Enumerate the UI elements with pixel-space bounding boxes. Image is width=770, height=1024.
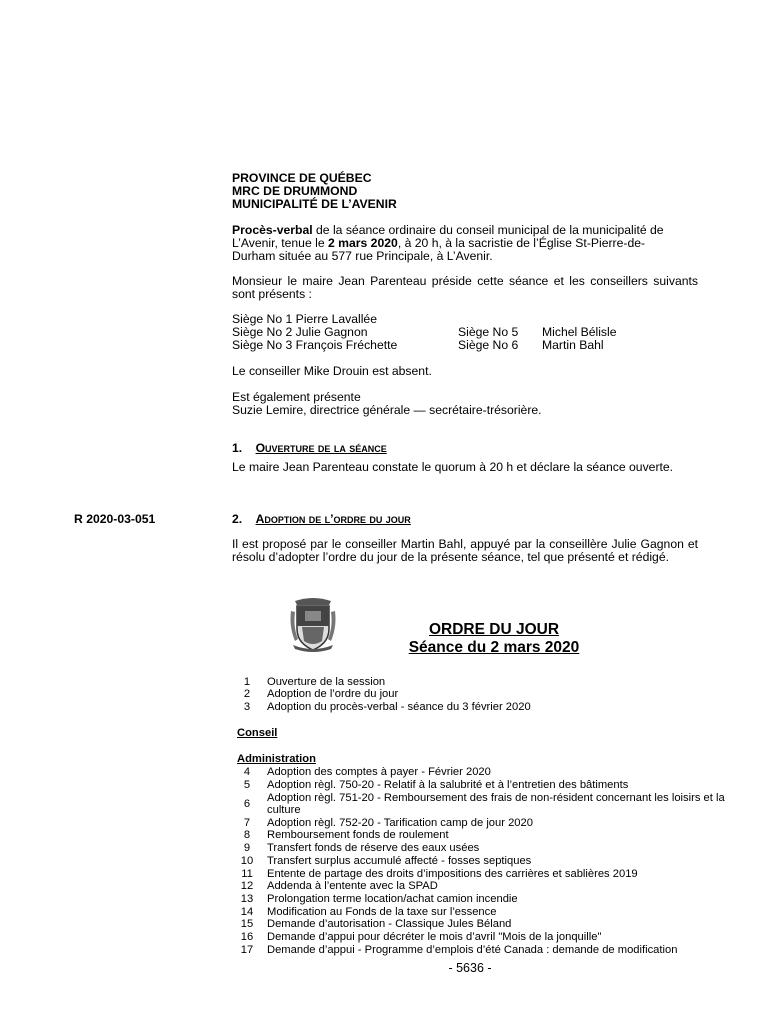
section-2-title: Adoption de l’ordre du jour (255, 512, 411, 526)
seat-3: Siège No 3 François Fréchette (232, 338, 398, 352)
pv-date: 2 mars 2020 (328, 236, 398, 250)
agenda-item-text: Adoption des comptes à payer - Février 2020 (267, 766, 491, 778)
agenda-item-number: 8 (243, 829, 251, 841)
pv-bold-label: Procès-verbal (232, 223, 313, 237)
agenda-section-conseil: Conseil (237, 727, 278, 739)
agenda-item-text: Demande d’autorisation - Classique Jules Béland (267, 918, 512, 930)
pv-text-1: de la séance ordinaire du conseil municipal de la municipalité de L’Avenir, tenue le (232, 223, 664, 250)
seats-block (232, 313, 712, 353)
agenda-section-administration: Administration (237, 753, 316, 765)
agenda-item-text: Demande d’appui pour décréter le mois d’avril "Mois de la jonquille" (267, 931, 602, 943)
agenda-title: ORDRE DU JOUR (428, 621, 560, 638)
agenda-item-text: Adoption règl. 752-20 - Tarification camp de jour 2020 (267, 817, 533, 829)
agenda-item-text: Adoption de l’ordre du jour (267, 688, 399, 700)
agenda-item-number: 15 (240, 918, 254, 930)
municipal-coat-of-arms-logo (287, 597, 339, 653)
agenda-item-text: Modification au Fonds de la taxe sur l’essence (267, 906, 497, 918)
also-present-block (232, 391, 542, 417)
also-present-line-1: Est également présente (232, 390, 361, 404)
seat-5-name: Michel Bélisle (542, 325, 617, 339)
section-1-text: Le maire Jean Parenteau constate le quorum à 20 h et déclare la séance ouverte. (232, 460, 674, 474)
seat-1: Siège No 1 Pierre Lavallée (232, 312, 377, 326)
presides-paragraph: Monsieur le maire Jean Parenteau préside cette séance et les conseillers suivants sont présents : (232, 274, 698, 301)
pv-paragraph (232, 224, 672, 263)
agenda-item-text: Demande d’appui - Programme d’emplois d’été Canada : demande de modification (267, 944, 678, 956)
seat-2: Siège No 2 Julie Gagnon (232, 325, 368, 339)
agenda-item-number: 17 (240, 944, 254, 956)
agenda-item-number: 7 (243, 817, 251, 829)
agenda-item-number: 4 (243, 766, 251, 778)
agenda-item-number: 1 (243, 676, 251, 688)
agenda-item-number: 9 (243, 842, 251, 854)
agenda-item-text: Addenda à l’entente avec la SPAD (267, 880, 438, 892)
agenda-item-number: 14 (240, 906, 254, 918)
agenda-item-text: Prolongation terme location/achat camion incendie (267, 893, 518, 905)
agenda-item-number: 5 (243, 779, 251, 791)
agenda-item-text: Adoption règl. 751-20 - Remboursement des frais de non-résident concernant les loisirs et la culture (267, 792, 725, 816)
agenda-title-block (384, 621, 604, 657)
agenda-item-number: 11 (241, 868, 253, 880)
agenda-item-number: 10 (240, 855, 254, 867)
section-2-text: Il est proposé par le conseiller Martin Bahl, appuyé par la conseillère Julie Gagnon et résolu d’adopter l’ordre du jour de la présente séance, tel que présenté et rédigé. (232, 537, 698, 564)
page-number: - 5636 - (448, 961, 492, 975)
header-mrc: MRC DE DRUMMOND (232, 184, 358, 198)
also-present-line-2: Suzie Lemire, directrice générale — secrétaire-trésorière. (232, 403, 542, 417)
section-2-heading (232, 513, 411, 526)
resolution-number: R 2020-03-051 (74, 512, 156, 526)
seat-6-label: Siège No 6 (458, 338, 519, 352)
agenda-item (237, 792, 737, 818)
section-1-title: Ouverture de la séance (255, 441, 387, 455)
section-1-heading (232, 442, 387, 455)
agenda-item-number: 6 (243, 798, 251, 810)
pv-text-2: , à 20 h, à la sacristie de l’Église St-Pierre-de-Durham située au 577 rue Principale, à L’Avenir. (232, 236, 646, 263)
section-1-number: 1. (232, 441, 243, 455)
agenda-item-text: Adoption du procès-verbal - séance du 3 février 2020 (267, 701, 531, 713)
header-province: PROVINCE DE QUÉBEC (232, 171, 372, 185)
agenda-item-number: 3 (243, 701, 251, 713)
agenda-item-number: 16 (240, 931, 254, 943)
agenda-item-number: 2 (243, 688, 251, 700)
header-municipality: MUNICIPALITÉ DE L’AVENIR (232, 197, 397, 211)
section-2-number: 2. (232, 512, 243, 526)
agenda-item-text: Ouverture de la session (267, 676, 386, 688)
seat-5-label: Siège No 5 (458, 325, 519, 339)
agenda-item-number: 13 (240, 893, 254, 905)
agenda-item-text: Transfert fonds de réserve des eaux usées (267, 842, 480, 854)
agenda-item-number: 12 (240, 880, 254, 892)
absent-line: Le conseiller Mike Drouin est absent. (232, 364, 432, 378)
agenda-item-text: Entente de partage des droits d’impositions des carrières et sablières 2019 (267, 868, 638, 880)
header-block (232, 172, 397, 211)
seat-6-name: Martin Bahl (542, 338, 604, 352)
agenda-item-text: Adoption règl. 750-20 - Relatif à la salubrité et à l’entretien des bâtiments (267, 779, 629, 791)
agenda-subtitle: Séance du 2 mars 2020 (408, 639, 580, 656)
agenda-item-text: Transfert surplus accumulé affecté - fosses septiques (267, 855, 532, 867)
agenda-item-text: Remboursement fonds de roulement (267, 829, 449, 841)
